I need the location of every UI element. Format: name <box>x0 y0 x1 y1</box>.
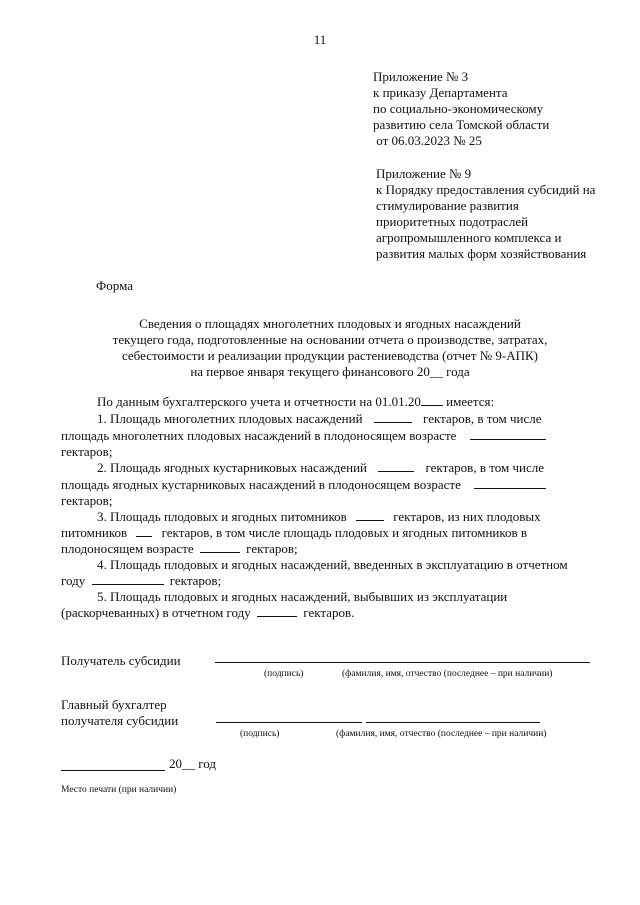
appendix-3-line: по социально-экономическому <box>373 101 544 116</box>
appendix-9-line: агропромышленного комплекса и <box>376 230 562 245</box>
item-text: гектаров; <box>246 541 298 556</box>
item-3-line-3 <box>61 540 298 557</box>
accountant-label: Главный бухгалтер <box>61 697 167 712</box>
title-line: Сведения о площадях многолетних плодовых и ягодных насаждений <box>139 316 521 331</box>
item-text: 4. Площадь плодовых и ягодных насаждений, введенных в эксплуатацию в отчетном <box>97 557 568 572</box>
item-text: гектаров; <box>61 493 113 508</box>
item-text: площадь многолетних плодовых насаждений в плодоносящем возрасте <box>61 428 457 443</box>
item-3-line-1 <box>97 508 541 525</box>
fill-blank[interactable] <box>374 410 412 423</box>
appendix-9-line: приоритетных подотраслей <box>376 214 529 229</box>
form-label: Форма <box>96 278 133 293</box>
item-text: питомников <box>61 525 128 540</box>
item-text: гектаров, в том числе <box>423 411 542 426</box>
fill-blank[interactable] <box>136 524 152 537</box>
item-text: гектаров; <box>61 444 113 459</box>
appendix-3-line: к приказу Департамента <box>373 85 508 100</box>
intro-line <box>97 393 494 410</box>
appendix-9-line: стимулирование развития <box>376 198 519 213</box>
item-1-line-2 <box>61 427 546 444</box>
title-line: себестоимости и реализации продукции растениеводства (отчет № 9-АПК) <box>121 348 539 363</box>
fill-blank[interactable] <box>378 459 414 472</box>
page-number: 11 <box>313 32 327 47</box>
date-year: 20__ год <box>169 756 216 771</box>
item-text: гектаров, из них плодовых <box>393 509 541 524</box>
intro-text-end: имеется: <box>442 394 495 409</box>
year-blank[interactable] <box>421 393 443 406</box>
appendix-3-line: развитию села Томской области <box>373 117 550 132</box>
item-text: гектаров. <box>303 605 355 620</box>
item-3-line-2 <box>61 524 527 541</box>
appendix-9-line: Приложение № 9 <box>376 166 472 181</box>
signature-caption: (подпись) <box>240 729 280 739</box>
item-text: 3. Площадь плодовых и ягодных питомников <box>97 509 347 524</box>
date-line[interactable] <box>61 770 165 771</box>
accountant-label-2: получателя субсидии <box>61 713 179 728</box>
fill-blank[interactable] <box>474 476 546 489</box>
item-text: 1. Площадь многолетних плодовых насаждений <box>97 411 363 426</box>
recipient-label: Получатель субсидии <box>61 653 181 668</box>
item-text: (раскорчеванных) в отчетном году <box>61 605 251 620</box>
fill-blank[interactable] <box>257 604 297 617</box>
recipient-signature-line[interactable] <box>215 662 590 663</box>
appendix-9-line: к Порядку предоставления субсидий на <box>376 182 596 197</box>
item-2-line-2 <box>61 476 546 493</box>
item-text: площадь ягодных кустарниковых насаждений в плодоносящем возрасте <box>61 477 461 492</box>
appendix-3-line: Приложение № 3 <box>373 69 469 84</box>
item-text: 2. Площадь ягодных кустарниковых насаждений <box>97 460 367 475</box>
fill-blank[interactable] <box>92 572 164 585</box>
item-4-line-2 <box>61 572 221 589</box>
item-2-line-1 <box>97 459 544 476</box>
item-text: гектаров, в том числе <box>425 460 544 475</box>
name-caption: (фамилия, имя, отчество (последнее – при наличии) <box>342 669 553 679</box>
fill-blank[interactable] <box>356 508 384 521</box>
title-line: текущего года, подготовленные на основании отчета о производстве, затратах, <box>112 332 548 347</box>
item-1-line-1 <box>97 410 542 427</box>
item-5-line-2 <box>61 604 354 621</box>
item-text: 5. Площадь плодовых и ягодных насаждений, выбывших из эксплуатации <box>97 589 508 604</box>
name-caption: (фамилия, имя, отчество (последнее – при наличии) <box>336 729 547 739</box>
signature-caption: (подпись) <box>264 669 304 679</box>
item-text: гектаров, в том числе площадь плодовых и ягодных питомников в <box>161 525 528 540</box>
item-text: году <box>61 573 86 588</box>
accountant-name-line[interactable] <box>366 722 540 723</box>
seal-note: Место печати (при наличии) <box>61 785 177 795</box>
accountant-signature-line[interactable] <box>216 722 362 723</box>
item-text: гектаров; <box>169 573 222 588</box>
fill-blank[interactable] <box>470 427 546 440</box>
appendix-9-line: развития малых форм хозяйствования <box>376 246 587 261</box>
title-line: на первое января текущего финансового 20__ года <box>190 364 470 379</box>
fill-blank[interactable] <box>200 540 240 553</box>
item-text: плодоносящем возрасте <box>61 541 194 556</box>
item-5-line-1 <box>97 588 507 605</box>
appendix-3-line: от 06.03.2023 № 25 <box>373 133 482 148</box>
intro-text: По данным бухгалтерского учета и отчетности на 01.01.20 <box>97 394 421 409</box>
